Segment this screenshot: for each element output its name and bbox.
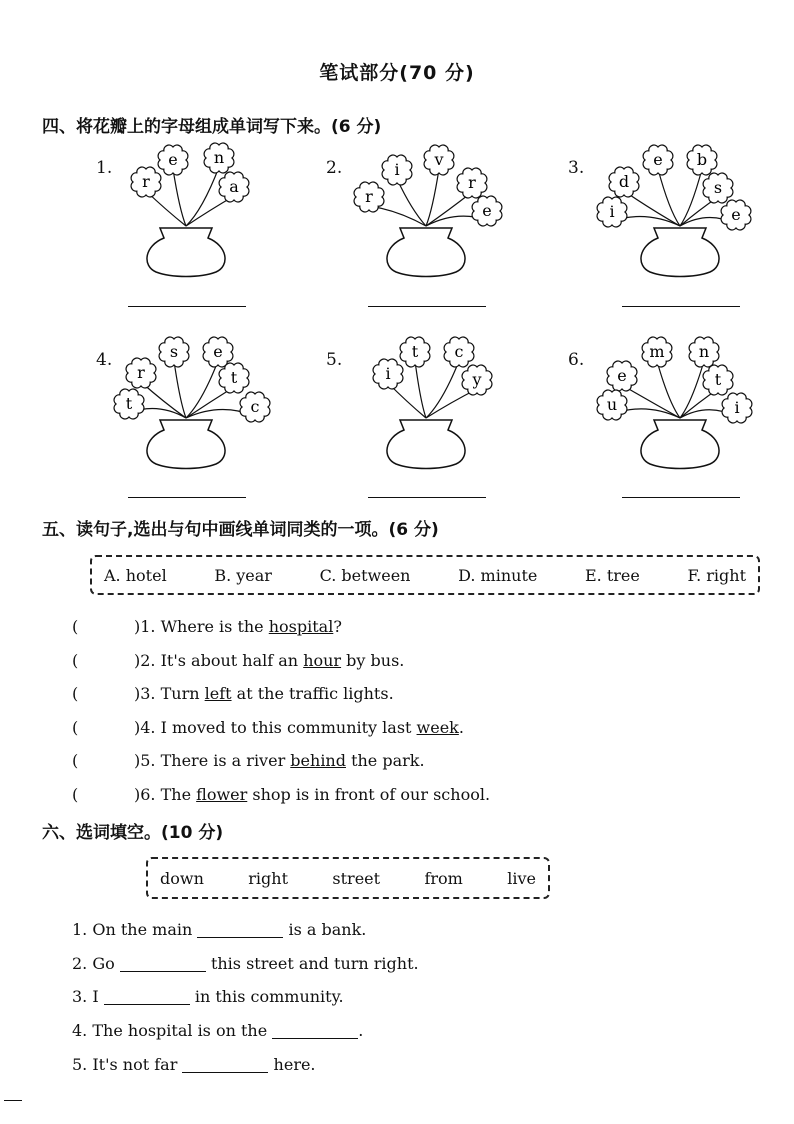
page-mark	[4, 1100, 22, 1101]
flower-petal	[687, 145, 717, 175]
fill-item	[72, 1055, 316, 1074]
petal-letter: u	[606, 395, 618, 414]
petal-letter: s	[713, 178, 723, 197]
fill-text: 1. On the main	[72, 920, 198, 939]
flower-vase	[373, 337, 492, 468]
fill-text: this street and turn right.	[205, 954, 419, 973]
fill-item	[72, 1021, 363, 1040]
close-paren: )	[134, 718, 141, 737]
vase-illustrations	[0, 0, 794, 520]
fill-text: 5. It's not far	[72, 1055, 183, 1074]
vase-number: 5.	[326, 350, 343, 370]
vase-icon	[147, 228, 225, 277]
flower-vase	[114, 337, 270, 468]
flower-petal	[158, 145, 188, 175]
petal-letter: t	[714, 370, 722, 389]
flower-petal	[597, 197, 627, 227]
question-text: 3. Turn	[140, 684, 205, 703]
petal-letter: i	[609, 202, 615, 221]
answer-line-6[interactable]	[622, 497, 740, 498]
open-paren[interactable]: (	[72, 718, 79, 737]
section-4-heading: 四、将花瓣上的字母组成单词写下来。(6 分)	[42, 117, 382, 137]
flower-petal	[457, 168, 487, 198]
vase-number: 3.	[568, 158, 585, 178]
petal-letter: e	[653, 150, 663, 169]
vase-icon	[147, 420, 225, 469]
petal-letter: d	[618, 172, 630, 191]
word-bank-item: right	[248, 868, 289, 888]
flower-petal	[114, 389, 144, 419]
fill-item	[72, 920, 366, 939]
flower-stem	[624, 191, 680, 226]
petal-letter: e	[731, 205, 741, 224]
flower-petal	[240, 392, 270, 422]
petal-letter: e	[213, 342, 223, 361]
petal-letter: b	[696, 150, 708, 169]
word-bank-item: from	[424, 868, 463, 888]
flower-petal	[373, 359, 403, 389]
petal-letter: i	[734, 398, 740, 417]
question-text: 4. I moved to this community last	[140, 718, 417, 737]
petal-letter: y	[472, 370, 482, 389]
vase-icon	[387, 420, 465, 469]
answer-line-1[interactable]	[128, 306, 246, 307]
section-6-heading: 六、选词填空。(10 分)	[42, 823, 224, 843]
petal-letter: c	[454, 342, 464, 361]
flower-petal	[643, 145, 673, 175]
vase-number: 1.	[96, 158, 113, 178]
close-paren: )	[134, 617, 141, 636]
word-bank-item: live	[507, 868, 536, 888]
fill-blank[interactable]	[197, 921, 283, 938]
flower-vase	[354, 145, 502, 276]
flower-petal	[722, 393, 752, 423]
flower-petal	[472, 196, 502, 226]
underlined-word: behind	[290, 751, 346, 770]
open-paren[interactable]: (	[72, 751, 79, 770]
petal-letter: r	[142, 172, 150, 191]
underlined-word: week	[416, 718, 459, 737]
petal-letter: c	[250, 397, 260, 416]
question-text: at the traffic lights.	[231, 684, 394, 703]
fill-item	[72, 954, 419, 973]
flower-petal	[382, 155, 412, 185]
page-title: 笔试部分(70 分)	[319, 62, 475, 84]
flower-petal	[703, 173, 733, 203]
flower-petal	[424, 145, 454, 175]
question-row	[72, 718, 464, 737]
fill-text: 2. Go	[72, 954, 120, 973]
fill-blank[interactable]	[104, 988, 190, 1005]
vase-icon	[641, 420, 719, 469]
petal-letter: t	[125, 394, 133, 413]
flower-petal	[462, 365, 492, 395]
flower-stem	[426, 361, 459, 418]
question-row	[72, 785, 490, 804]
flower-petal	[444, 337, 474, 367]
flower-petal	[400, 337, 430, 367]
fill-text: 3. I	[72, 987, 104, 1006]
underlined-word: flower	[196, 785, 248, 804]
close-paren: )	[134, 785, 141, 804]
fill-blank[interactable]	[120, 955, 206, 972]
question-text: 6. The	[140, 785, 197, 804]
answer-line-2[interactable]	[368, 306, 486, 307]
flower-petal	[703, 365, 733, 395]
fill-item	[72, 987, 344, 1006]
question-row	[72, 651, 404, 670]
question-row	[72, 684, 394, 703]
close-paren: )	[134, 651, 141, 670]
petal-letter: i	[385, 364, 391, 383]
question-text: ?	[333, 617, 342, 636]
answer-line-3[interactable]	[622, 306, 740, 307]
section-5-heading: 五、读句子,选出与句中画线单词同类的一项。(6 分)	[42, 520, 439, 540]
vase-icon	[387, 228, 465, 277]
flower-petal	[126, 358, 156, 388]
petal-letter: e	[168, 150, 178, 169]
petal-letter: r	[468, 173, 476, 192]
vase-number: 4.	[96, 350, 113, 370]
question-text: 5. There is a river	[140, 751, 291, 770]
flower-vase	[131, 143, 249, 276]
flower-stem	[426, 169, 439, 226]
flower-petal	[219, 363, 249, 393]
petal-letter: m	[649, 342, 665, 361]
petal-letter: n	[698, 342, 710, 361]
fill-text: .	[358, 1021, 364, 1040]
petal-letter: v	[434, 150, 444, 169]
underlined-word: hour	[303, 651, 342, 670]
flower-stem	[186, 167, 219, 226]
flower-petal	[131, 167, 161, 197]
close-paren: )	[134, 684, 141, 703]
petal-letter: e	[482, 201, 492, 220]
petal-letter: t	[230, 368, 238, 387]
flower-stem	[680, 361, 704, 418]
flower-stem	[658, 169, 680, 226]
question-row	[72, 751, 425, 770]
option-b: B. year	[214, 565, 272, 585]
option-e: E. tree	[584, 565, 640, 585]
petal-letter: r	[365, 187, 373, 206]
petal-letter: t	[411, 342, 419, 361]
open-paren[interactable]: (	[72, 785, 79, 804]
petal-letter: i	[394, 160, 400, 179]
flower-stem	[657, 361, 680, 418]
vase-number: 6.	[568, 350, 585, 370]
vase-number: 2.	[326, 158, 343, 178]
question-text: the park.	[345, 751, 425, 770]
option-a: A. hotel	[104, 565, 167, 585]
petal-letter: s	[169, 342, 179, 361]
question-row	[72, 617, 342, 636]
flower-petal	[721, 200, 751, 230]
fill-blank[interactable]	[182, 1056, 268, 1073]
flower-petal	[607, 361, 637, 391]
question-text: shop is in front of our school.	[247, 785, 491, 804]
flower-petal	[203, 337, 233, 367]
fill-text: in this community.	[189, 987, 344, 1006]
close-paren: )	[134, 751, 141, 770]
word-bank-item: street	[332, 868, 381, 888]
flower-vase	[597, 337, 752, 468]
flower-vase	[597, 145, 751, 276]
flower-stem	[174, 361, 186, 418]
flower-petal	[159, 337, 189, 367]
question-text: .	[458, 718, 464, 737]
petal-letter: n	[213, 148, 225, 167]
question-text: 1. Where is the	[140, 617, 269, 636]
option-d: D. minute	[458, 565, 538, 585]
underlined-word: left	[204, 684, 232, 703]
petal-letter: e	[617, 366, 627, 385]
flower-petal	[597, 390, 627, 420]
word-bank-box	[146, 857, 550, 899]
answer-line-5[interactable]	[368, 497, 486, 498]
fill-text: 4. The hospital is on the	[72, 1021, 273, 1040]
options-box	[90, 555, 760, 595]
question-text: by bus.	[341, 651, 405, 670]
open-paren[interactable]: (	[72, 617, 79, 636]
answer-line-4[interactable]	[128, 497, 246, 498]
flower-petal	[204, 143, 234, 173]
petal-letter: r	[137, 363, 145, 382]
flower-petal	[609, 167, 639, 197]
flower-petal	[689, 337, 719, 367]
flower-petal	[219, 172, 249, 202]
fill-text: is a bank.	[283, 920, 367, 939]
option-f: F. right	[687, 565, 746, 585]
open-paren[interactable]: (	[72, 684, 79, 703]
petal-letter: a	[229, 177, 239, 196]
question-text: 2. It's about half an	[140, 651, 304, 670]
fill-blank[interactable]	[272, 1022, 358, 1039]
option-c: C. between	[319, 565, 411, 585]
word-bank-item: down	[160, 868, 204, 888]
flower-petal	[642, 337, 672, 367]
underlined-word: hospital	[268, 617, 334, 636]
fill-text: here.	[268, 1055, 316, 1074]
vase-icon	[641, 228, 719, 277]
open-paren[interactable]: (	[72, 651, 79, 670]
